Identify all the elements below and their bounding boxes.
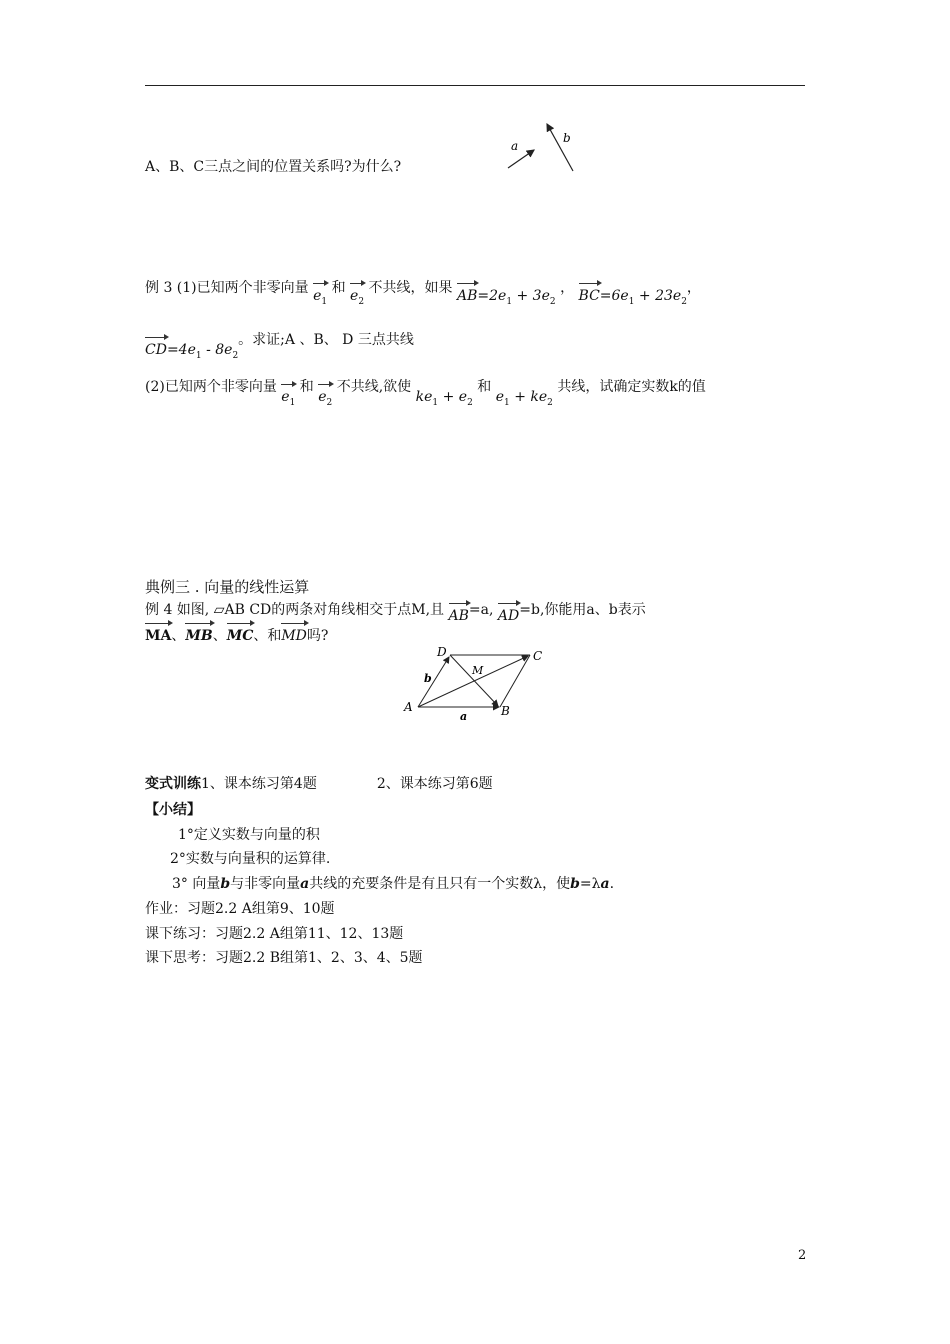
example3-part2 (145, 377, 706, 408)
section3-title: 典例三 . 向量的线性运算 (145, 578, 310, 596)
expr-e1-ke2: $e_1 + ke_2$ (495, 389, 553, 408)
homework: 作业：习题2.2 A组第9、10题 (145, 901, 335, 917)
p2-mid: 不共线,欲使 (336, 379, 412, 395)
page-number: 2 (798, 1248, 807, 1263)
cd-rhs: $=4e_1 - 8e_2$ (166, 342, 239, 361)
ex3-lead: 例 3 (1)已知两个非零向量 (145, 280, 309, 296)
header-rule (145, 85, 805, 86)
variant-item-1: 1、课本练习第4题 (201, 776, 317, 792)
ex4-eq-b: =b,你能用a、b表示 (519, 602, 646, 618)
example4-line2: MA、MB、MC、和MD吗? (145, 628, 329, 644)
label-B: B (501, 704, 510, 718)
label-A: A (404, 700, 413, 714)
question-abc: A、B、C三点之间的位置关系吗?为什么? (145, 159, 402, 175)
label-b: b (424, 672, 432, 685)
variant-item-2: 2、课本练习第6题 (376, 776, 493, 792)
ex3-and: 和 (331, 280, 346, 296)
p2-lead: (2)已知两个非零向量 (145, 379, 277, 395)
ex4-and: 、和 (253, 628, 282, 644)
summary-point-2: 2°实数与向量积的运算律. (170, 851, 331, 867)
ex4-lead: 例 4 如图, (145, 602, 210, 618)
parallelogram-figure (400, 645, 550, 723)
variant-training (145, 774, 493, 794)
comma-2: ， (686, 280, 701, 296)
summary-point-1: 1°定义实数与向量的积 (178, 827, 320, 843)
variant-label: 变式训练 (145, 776, 201, 792)
vec-MA: MA (145, 628, 172, 644)
bc-rhs: $=6e_1 + 23e_2$ (599, 288, 687, 307)
after-class-thinking: 课下思考：习题2.2 B组第1、2、3、4、5题 (145, 950, 423, 966)
diagonal-DB (450, 655, 498, 706)
label-b: b (563, 131, 571, 145)
p2-and-2: 和 (477, 379, 492, 395)
label-C: C (533, 649, 543, 663)
summary-point-3: 3° 向量b与非零向量a共线的充要条件是有且只有一个实数λ，使b=λa. (172, 876, 615, 892)
label-a: a (460, 710, 468, 723)
ab-rhs: $=2e_1 + 3e_2$ (477, 288, 556, 307)
edge-BC (500, 655, 530, 707)
ex4-vec-AD: AD (497, 608, 520, 624)
example4-line1 (145, 600, 646, 624)
p2-and: 和 (299, 379, 314, 395)
after-class-practice: 课下练习：习题2.2 A组第11、12、13题 (145, 926, 404, 942)
vec-MB: MB (185, 628, 213, 644)
vec-MD: MD (281, 628, 307, 644)
ex4-vec-AB: AB (448, 608, 469, 624)
example3-line2 (145, 330, 414, 361)
p2-vec-e2: $e_2$ (318, 387, 332, 413)
ex4-eq-a: =a, (468, 602, 494, 618)
label-a: a (511, 139, 519, 153)
expr-ke1-e2: $ke_1 + e_2$ (415, 389, 473, 408)
comma-1: ， (560, 280, 575, 296)
ex4-tail: 吗? (306, 628, 329, 644)
label-M: M (472, 664, 484, 677)
vec-MC: MC (226, 628, 254, 644)
ex3-notcol: 不共线，如果 (368, 280, 453, 296)
summary-title: 【小结】 (145, 802, 201, 818)
ex4-para: ▱AB CD的两条对角线相交于点M,且 (213, 602, 445, 618)
cd-tail: 。求证;A 、B、 D 三点共线 (238, 332, 414, 348)
label-D: D (437, 645, 447, 659)
vec-CD: CD (145, 342, 167, 358)
p2-vec-e1: $e_1$ (281, 387, 295, 413)
p2-tail: 共线，试确定实数k的值 (557, 379, 706, 395)
vec-AB: AB (456, 288, 478, 304)
vector-ab-figure (500, 118, 590, 178)
vec-e2: $e_2$ (350, 286, 364, 312)
vec-BC: BC (578, 288, 600, 304)
vec-e1: $e_1$ (313, 286, 327, 312)
example3-line1 (145, 278, 701, 307)
